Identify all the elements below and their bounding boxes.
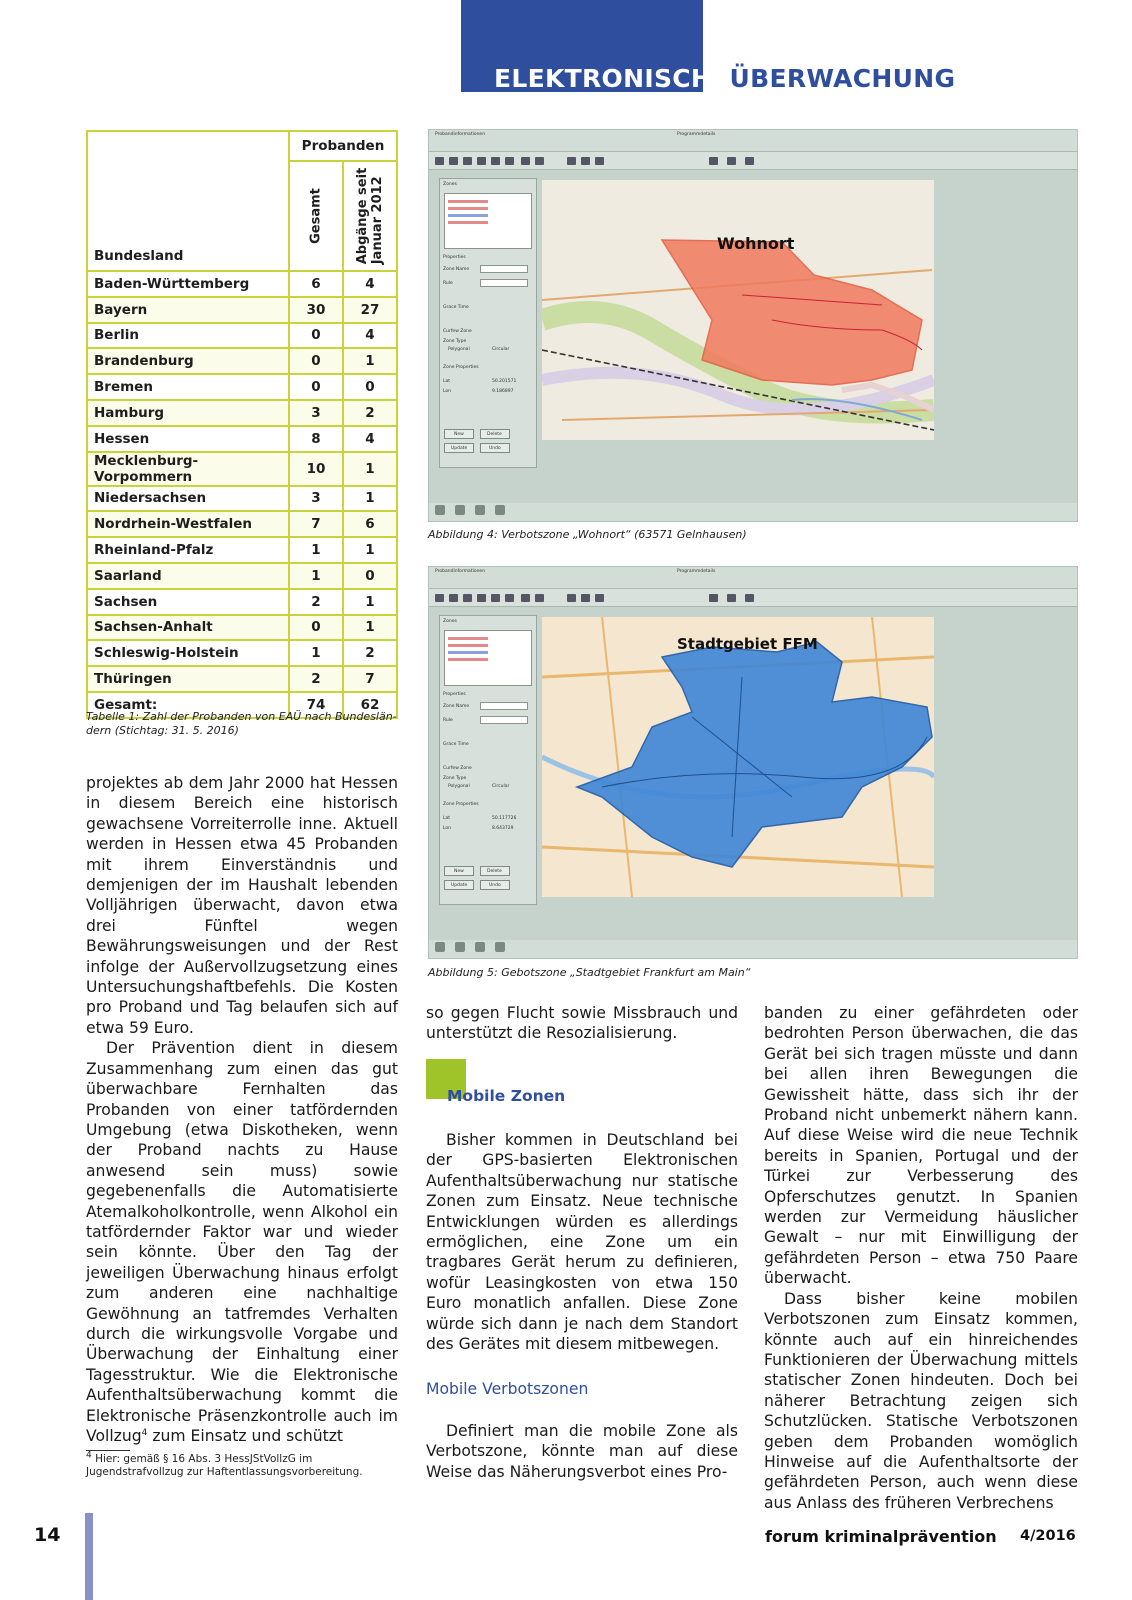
cell-land: Hamburg	[87, 400, 289, 426]
column-2-text-bottom	[426, 1421, 738, 1482]
cell-land: Bayern	[87, 297, 289, 323]
section-title-part2: ÜBERWACHUNG	[729, 64, 956, 93]
cell-abgaenge: 4	[343, 426, 397, 452]
map-wohnort	[542, 180, 934, 440]
cell-gesamt: 1	[289, 537, 343, 563]
new-button[interactable]: New	[444, 866, 474, 876]
cell-abgaenge: 6	[343, 511, 397, 537]
page-bar	[85, 1513, 93, 1600]
cell-gesamt: 0	[289, 374, 343, 400]
app-titlebar: Probandinformationen Programmdetails	[429, 130, 1077, 152]
cell-gesamt: 30	[289, 297, 343, 323]
cell-abgaenge: 27	[343, 297, 397, 323]
cell-land: Nordrhein-Westfalen	[87, 511, 289, 537]
cell-abgaenge: 1	[343, 615, 397, 641]
table-row	[87, 563, 397, 589]
probanden-table	[86, 130, 398, 719]
total-gesamt: 74	[289, 692, 343, 718]
map-toolbar	[429, 152, 1077, 170]
column-2-text-mid	[426, 1130, 738, 1354]
cell-land: Brandenburg	[87, 348, 289, 374]
column-3-text	[764, 1003, 1078, 1513]
zones-panel: Zones Properties Zone Name Rule Grace Time Curfew Zone Zone Type Polygonal Circular Zone Properties Lat 50.201571 Lon 9.186897 New Delete Update Undo	[439, 178, 537, 468]
figure-4-screenshot	[428, 129, 1078, 522]
paragraph: Der Prävention dient in diesem Zusammenhang zum einen das gut überwachbare Fernhalten das Probanden von einer tatfördernden Umgebung (etwa Diskotheken, wenn der Proband nachts zu Hause anwesend sein muss) sowie gegebenenfalls die Automatisierte Atemalkoholkontrolle, wenn Alkohol ein tatfördernder Faktor war und wieder sein könnte. Über den Tag der jeweiligen Überwachung hinaus erfolgt zum anderen eine nachhaltige Gewöhnung an tatfremdes Verhalten durch die wirkungsvolle Vorgabe und Überwachung der Einhaltung einer Tagesstruktur. Wie die Elektronische Aufenthaltsüberwachung kommt die Elektronische Präsenzkontrolle auch im Vollzug$^4$ zum Einsatz und schützt	[86, 1039, 398, 1445]
table-caption: Tabelle 1: Zahl der Probanden von EAÜ nach Bundeslän- dern (Stichtag: 31. 5. 2016)	[86, 710, 397, 737]
total-abgaenge: 62	[343, 692, 397, 718]
cell-abgaenge: 2	[343, 400, 397, 426]
section-heading: Mobile Zonen	[447, 1087, 566, 1105]
cell-gesamt: 3	[289, 400, 343, 426]
paragraph: Dass bisher keine mobilen Verbotszonen zum Einsatz kommen, könnte auch auf ein hinreichendes Funktionieren der Überwachung mittels statischer Zonen hindeuten. Doch bei näherer Betrachtung zeigen sich Schutzlücken. Statische Verbotszonen geben dem Probanden womöglich Hinweise auf die Aufenthaltsorte der gefährdeten Person, auch wenn diese aus Anlass des früheren Verbrechens	[764, 1289, 1078, 1512]
app-titlebar: Probandinformationen Programmdetails	[429, 567, 1077, 589]
zones-panel: Zones Properties Zone Name Rule Grace Time Curfew Zone Zone Type Polygonal Circular Zone Properties Lat 50.117726 Lon 8.643729 New Delete Update Undo	[439, 615, 537, 905]
column-2-text-top	[426, 1003, 738, 1044]
cell-land: Schleswig-Holstein	[87, 640, 289, 666]
new-button[interactable]: New	[444, 429, 474, 439]
cell-abgaenge: 1	[343, 589, 397, 615]
table-row	[87, 486, 397, 512]
cell-gesamt: 7	[289, 511, 343, 537]
paragraph: projektes ab dem Jahr 2000 hat Hessen in diesem Bereich eine historisch gewachsene Vorreiterrolle inne. Aktuell werden in Hessen etwa 45 Probanden mit ihrem Einverständnis und demjenigen der im Haushalt lebenden Volljährigen überwacht, davon etwa drei Fünftel wegen Bewährungsweisungen und der Rest infolge der Außervollzugsetzung eines Untersuchungshaftbefehls. Die Kosten pro Proband und Tag belaufen sich auf etwa 59 Euro.	[86, 774, 398, 1037]
cell-gesamt: 8	[289, 426, 343, 452]
cell-land: Sachsen-Anhalt	[87, 615, 289, 641]
cell-land: Niedersachsen	[87, 486, 289, 512]
footnote-rule	[86, 1450, 130, 1451]
cell-land: Bremen	[87, 374, 289, 400]
table-row	[87, 511, 397, 537]
cell-gesamt: 2	[289, 589, 343, 615]
table-row	[87, 400, 397, 426]
update-button[interactable]: Update	[444, 443, 474, 453]
app-statusbar	[429, 940, 1077, 958]
paragraph: banden zu einer gefährdeten oder bedrohten Person überwachen, die das Gerät bei sich tragen müsste und dann bei allen ihren Bewegungen die Gewissheit hätte, dass sich ihr der Proband nicht unbemerkt nähern kann. Auf diese Weise wird die neue Technik bereits in Spanien, Portugal und der Türkei zur Verbesserung des Opferschutzes genutzt. In Spanien werden zur Vermeidung häuslicher Gewalt – nur mit Einwilligung der gefährdeten Person – etwa 750 Paare überwacht.	[764, 1004, 1078, 1288]
cell-land: Hessen	[87, 426, 289, 452]
map-toolbar	[429, 589, 1077, 607]
section-title	[494, 64, 955, 93]
page-number: 14	[34, 1524, 61, 1546]
col-header-abgaenge: Abgänge seit Januar 2012	[343, 161, 397, 271]
table-row	[87, 374, 397, 400]
figure-5-screenshot	[428, 566, 1078, 959]
cell-land: Rheinland-Pfalz	[87, 537, 289, 563]
footnote: $^4$ Hier: gemäß § 16 Abs. 3 HessJStVollzG im Jugendstrafvollzug zur Haftentlassungsvorbereitung.	[86, 1450, 363, 1478]
cell-land: Baden-Württemberg	[87, 271, 289, 297]
cell-land: Saarland	[87, 563, 289, 589]
journal-name: forum kriminalprävention	[765, 1527, 997, 1546]
map-label-wohnort: Wohnort	[717, 234, 795, 253]
cell-gesamt: 0	[289, 348, 343, 374]
paragraph: Bisher kommen in Deutschland bei der GPS-basierten Elektronischen Aufenthaltsüberwachung nur statische Zonen zum Einsatz. Neue technische Entwicklungen würden es allerdings ermöglichen, eine Zone um ein tragbares Gerät herum zu definieren, wofür Leasingkosten von etwa 150 Euro monatlich anfallen. Diese Zone würde sich dann je nach dem Standort des Gerätes mit diesem mitbewegen.	[426, 1131, 738, 1354]
cell-abgaenge: 4	[343, 271, 397, 297]
zones-list	[444, 630, 532, 686]
map-label-stadtgebiet: Stadtgebiet FFM	[677, 635, 818, 653]
figure-5-caption: Abbildung 5: Gebotszone „Stadtgebiet Frankfurt am Main“	[428, 966, 751, 979]
cell-abgaenge: 7	[343, 666, 397, 692]
paragraph: so gegen Flucht sowie Missbrauch und unterstützt die Resozialisierung.	[426, 1004, 738, 1043]
figure-4-caption: Abbildung 4: Verbotszone „Wohnort“ (63571 Gelnhausen)	[428, 528, 747, 541]
table-row	[87, 426, 397, 452]
cell-gesamt: 2	[289, 666, 343, 692]
cell-gesamt: 1	[289, 563, 343, 589]
cell-abgaenge: 2	[343, 640, 397, 666]
col-header-bundesland: Bundesland	[87, 131, 289, 271]
table-row	[87, 537, 397, 563]
cell-abgaenge: 1	[343, 348, 397, 374]
cell-gesamt: 1	[289, 640, 343, 666]
map-stadtgebiet	[542, 617, 934, 897]
table-row	[87, 452, 397, 486]
cell-gesamt: 0	[289, 615, 343, 641]
section-title-part1: ELEKTRONISCHE	[494, 64, 730, 93]
cell-abgaenge: 1	[343, 486, 397, 512]
table-row	[87, 666, 397, 692]
col-header-gesamt: Gesamt	[289, 161, 343, 271]
cell-gesamt: 6	[289, 271, 343, 297]
cell-gesamt: 10	[289, 452, 343, 486]
table-row	[87, 297, 397, 323]
table-row	[87, 348, 397, 374]
column-1-text	[86, 773, 398, 1446]
delete-button[interactable]: Delete	[480, 429, 510, 439]
cell-gesamt: 3	[289, 486, 343, 512]
cell-abgaenge: 0	[343, 563, 397, 589]
table-row	[87, 589, 397, 615]
subheading: Mobile Verbotszonen	[426, 1380, 589, 1398]
cell-abgaenge: 0	[343, 374, 397, 400]
zones-list	[444, 193, 532, 249]
cell-land: Mecklenburg-Vorpommern	[87, 452, 289, 486]
col-header-probanden: Probanden	[289, 131, 397, 161]
cell-abgaenge: 1	[343, 452, 397, 486]
table-row	[87, 615, 397, 641]
total-land: Gesamt:	[87, 692, 289, 718]
paragraph: Definiert man die mobile Zone als Verbotszone, könnte man auf diese Weise das Näherungsverbot eines Pro-	[426, 1422, 738, 1481]
undo-button[interactable]: Undo	[480, 880, 510, 890]
cell-land: Berlin	[87, 323, 289, 349]
cell-land: Thüringen	[87, 666, 289, 692]
table-row	[87, 640, 397, 666]
app-statusbar	[429, 503, 1077, 521]
cell-land: Sachsen	[87, 589, 289, 615]
issue-number: 4/2016	[1020, 1528, 1076, 1544]
cell-gesamt: 0	[289, 323, 343, 349]
delete-button[interactable]: Delete	[480, 866, 510, 876]
cell-abgaenge: 1	[343, 537, 397, 563]
cell-abgaenge: 4	[343, 323, 397, 349]
update-button[interactable]: Update	[444, 880, 474, 890]
undo-button[interactable]: Undo	[480, 443, 510, 453]
table-row	[87, 271, 397, 297]
table-body	[87, 271, 397, 718]
table-row	[87, 323, 397, 349]
